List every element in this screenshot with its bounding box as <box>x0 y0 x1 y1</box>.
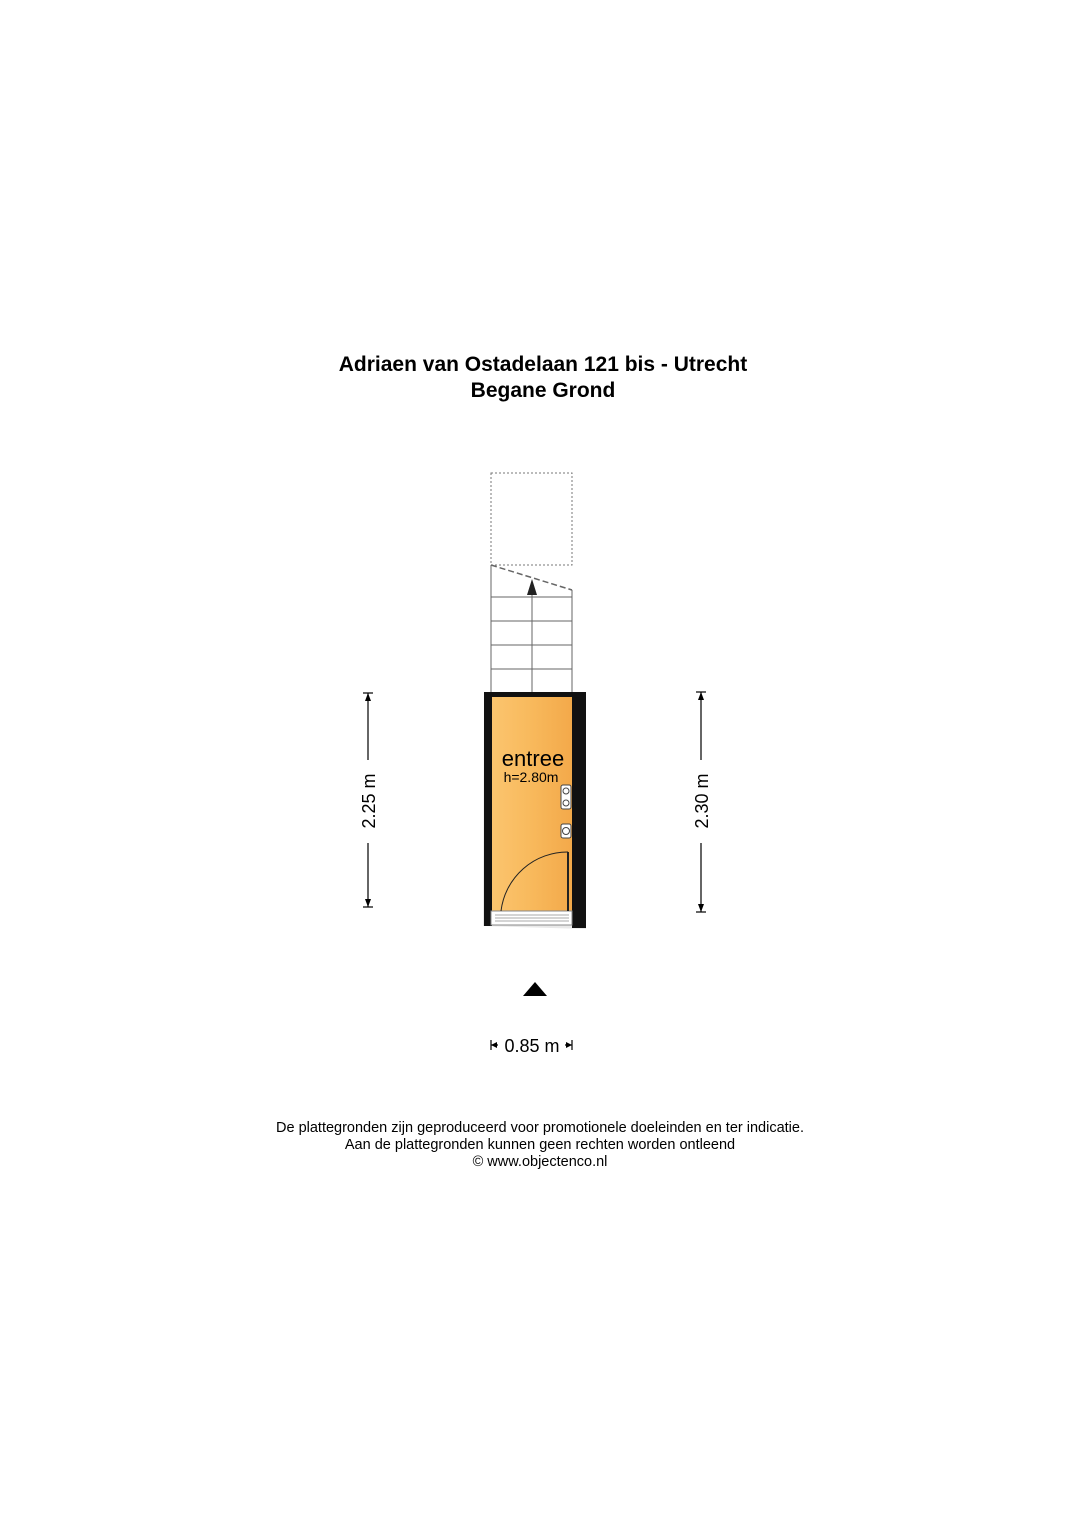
room-height: h=2.80m <box>503 769 559 785</box>
plan-title: Adriaen van Ostadelaan 121 bis - Utrecht <box>338 353 748 376</box>
disclaimer-line-2: Aan de plattegronden kunnen geen rechten worden ontleend <box>344 1137 736 1153</box>
dimension-left <box>359 693 379 907</box>
room-name: entree <box>501 746 565 771</box>
room-entree <box>483 692 586 929</box>
dimension-left-label: 2.25 m <box>359 773 379 829</box>
dimension-bottom-label: 0.85 m <box>504 1036 560 1056</box>
wall-left <box>484 692 492 926</box>
floor-title: Begane Grond <box>470 379 616 402</box>
copyright-line: © www.objectenco.nl <box>472 1154 608 1170</box>
entrance-marker-icon <box>523 982 547 996</box>
wall-top <box>484 692 586 697</box>
upper-void-outline <box>491 473 572 565</box>
dimension-right <box>692 692 712 912</box>
wall-right <box>572 692 586 928</box>
disclaimer-line-1: De plattegronden zijn geproduceerd voor promotionele doeleinden en ter indicatie. <box>276 1120 804 1136</box>
dimension-bottom <box>491 1036 572 1056</box>
staircase <box>491 565 572 692</box>
dimension-right-label: 2.30 m <box>692 773 712 829</box>
